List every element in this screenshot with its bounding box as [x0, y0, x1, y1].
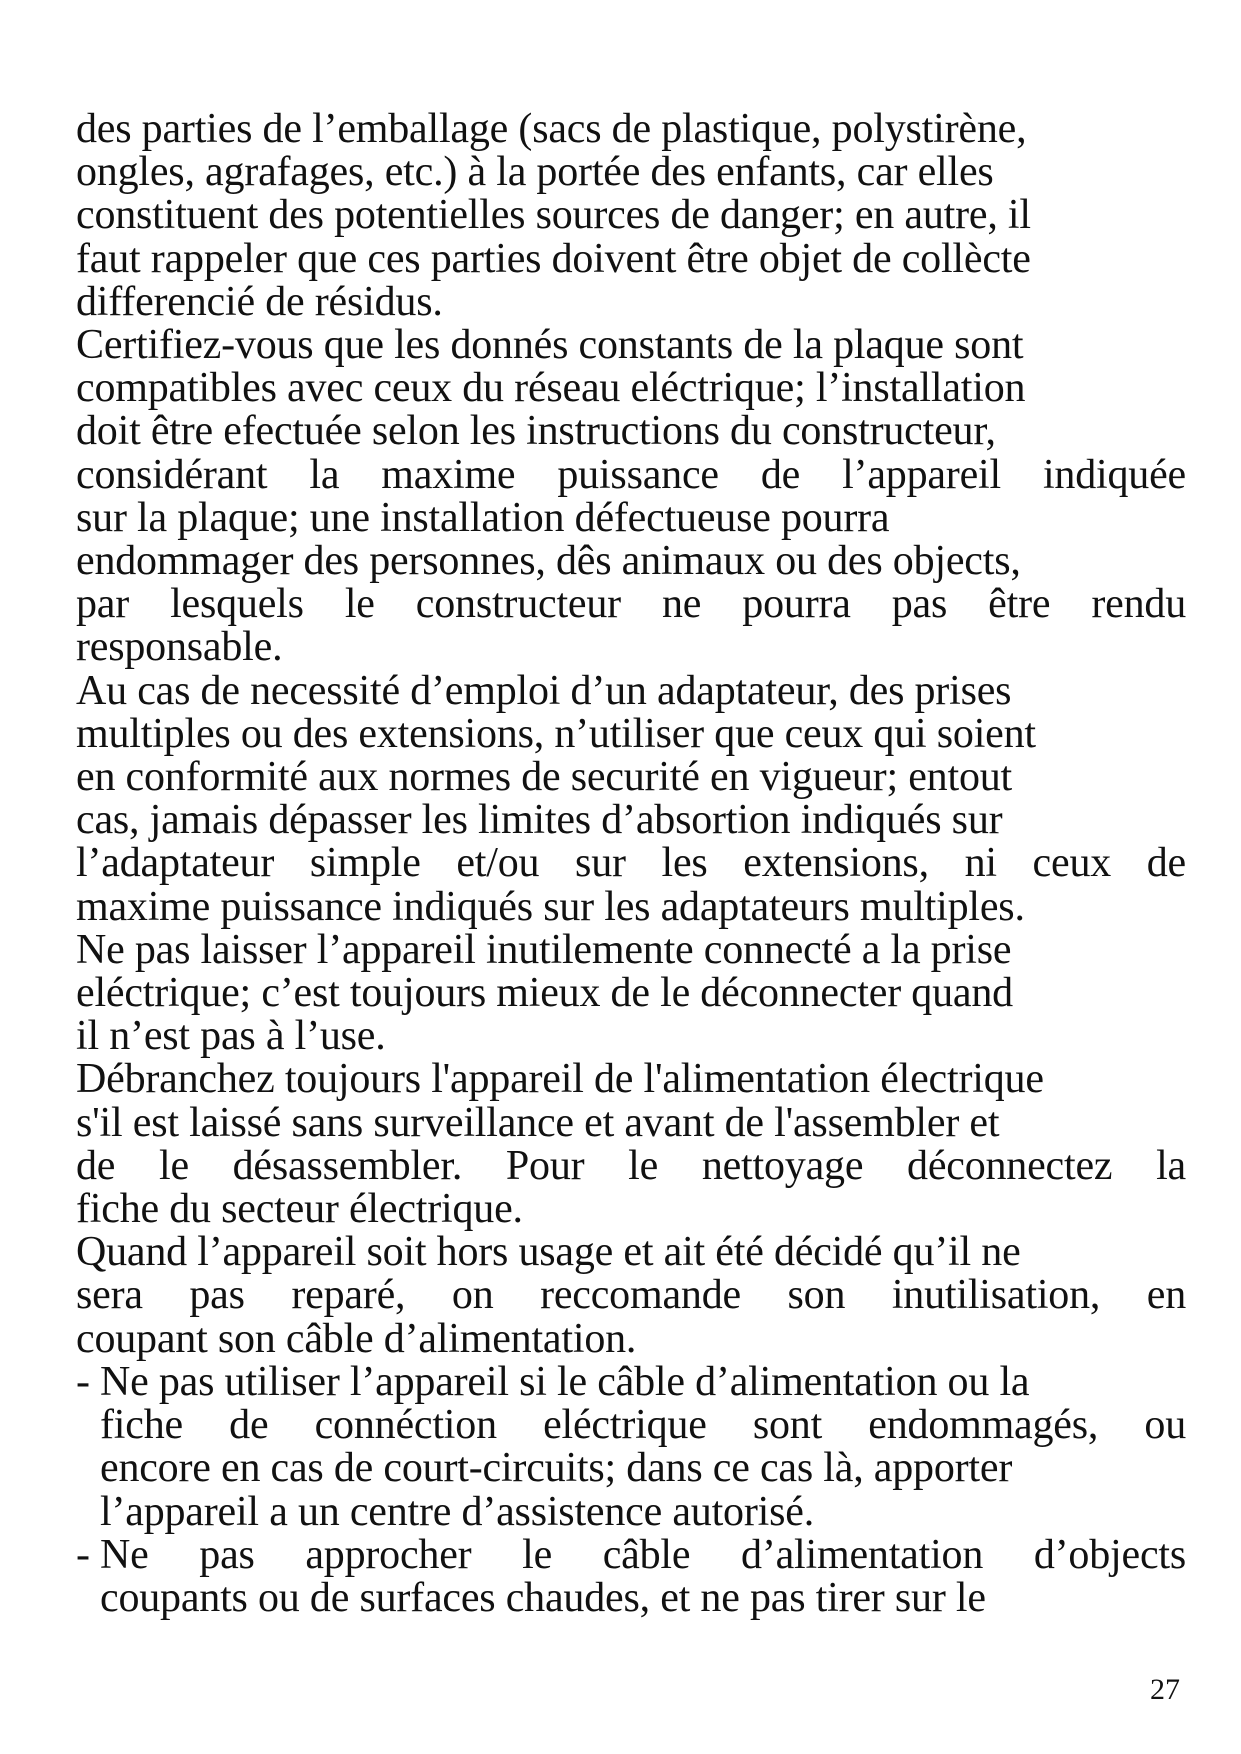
text-line: l’adaptateur simple et/ou sur les extensions, ni ceux de	[76, 840, 1186, 887]
text-line: Certifiez-vous que les donnés constants de la plaque sont	[76, 322, 1024, 369]
paragraph	[76, 108, 1186, 324]
paragraph	[76, 1231, 1186, 1361]
text-line: multiples ou des extensions, n’utiliser que ceux qui soient	[76, 710, 1036, 757]
text-line: coupant son câble d’alimentation.	[76, 1315, 637, 1362]
text-line: Quand l’appareil soit hors usage et ait été décidé qu’il ne	[76, 1229, 1021, 1276]
text-line: Ne pas utiliser l’appareil si le câble d’alimentation ou la	[100, 1358, 1030, 1405]
text-line: il n’est pas à l’use.	[76, 1013, 386, 1060]
text-line: Ne pas approcher le câble d’alimentation d’objects	[100, 1531, 1186, 1578]
text-line: compatibles avec ceux du réseau eléctrique; l’installation	[76, 365, 1026, 412]
text-line: en conformité aux normes de securité en vigueur; entout	[76, 754, 1013, 801]
text-line: de le désassembler. Pour le nettoyage déconnectez la	[76, 1142, 1186, 1189]
paragraph	[76, 667, 1186, 930]
page-number: 27	[1150, 1673, 1180, 1706]
bullet-dash: -	[76, 1531, 90, 1578]
document-body	[76, 108, 1186, 1620]
text-line: des parties de l’emballage (sacs de plastique, polystirène,	[76, 106, 1027, 152]
text-line: encore en cas de court-circuits; dans ce cas là, apporter	[100, 1445, 1013, 1492]
paragraph	[76, 1058, 1186, 1231]
text-line: considérant la maxime puissance de l’appareil indiquée	[76, 451, 1186, 498]
text-line: doit être efectuée selon les instructions du constructeur,	[76, 408, 996, 455]
text-line: maxime puissance indiqués sur les adaptateurs multiples.	[76, 883, 1025, 930]
text-line: eléctrique; c’est toujours mieux de le déconnecter quand	[76, 970, 1013, 1017]
text-line: Ne pas laisser l’appareil inutilemente connecté a la prise	[76, 926, 1012, 973]
text-line: sur la plaque; une installation défectueuse pourra	[76, 494, 890, 541]
text-line: fiche du secteur électrique.	[76, 1186, 523, 1233]
text-line: responsable.	[76, 624, 283, 671]
paragraph-list	[76, 108, 1186, 1361]
text-line: constituent des potentielles sources de danger; en autre, il	[76, 192, 1031, 239]
bullet-dash: -	[76, 1358, 90, 1405]
bullet-item	[76, 1531, 1186, 1621]
text-line: s'il est laissé sans surveillance et avant de l'assembler et	[76, 1099, 1000, 1146]
paragraph	[76, 926, 1186, 1060]
text-line: sera pas reparé, on reccomande son inutilisation, en	[76, 1272, 1186, 1319]
bullet-item	[76, 1358, 1186, 1535]
text-line: Débranchez toujours l'appareil de l'alimentation électrique	[76, 1056, 1044, 1103]
text-line: par lesquels le constructeur ne pourra pas être rendu	[76, 581, 1186, 628]
text-line: cas, jamais dépasser les limites d’absortion indiqués sur	[76, 797, 1003, 844]
paragraph	[76, 324, 1186, 670]
text-line: ongles, agrafages, etc.) à la portée des enfants, car elles	[76, 149, 994, 196]
text-line: coupants ou de surfaces chaudes, et ne pas tirer sur le	[100, 1574, 986, 1621]
text-line: faut rappeler que ces parties doivent être objet de collècte	[76, 235, 1031, 282]
text-line: l’appareil a un centre d’assistence autorisé.	[100, 1488, 815, 1535]
text-line: differencié de résidus.	[76, 278, 443, 325]
text-line: Au cas de necessité d’emploi d’un adaptateur, des prises	[76, 667, 1012, 714]
text-line: endommager des personnes, dês animaux ou des objects,	[76, 538, 1021, 585]
text-line: fiche de connéction eléctrique sont endommagés, ou	[100, 1402, 1186, 1449]
bullet-list	[76, 1358, 1186, 1621]
